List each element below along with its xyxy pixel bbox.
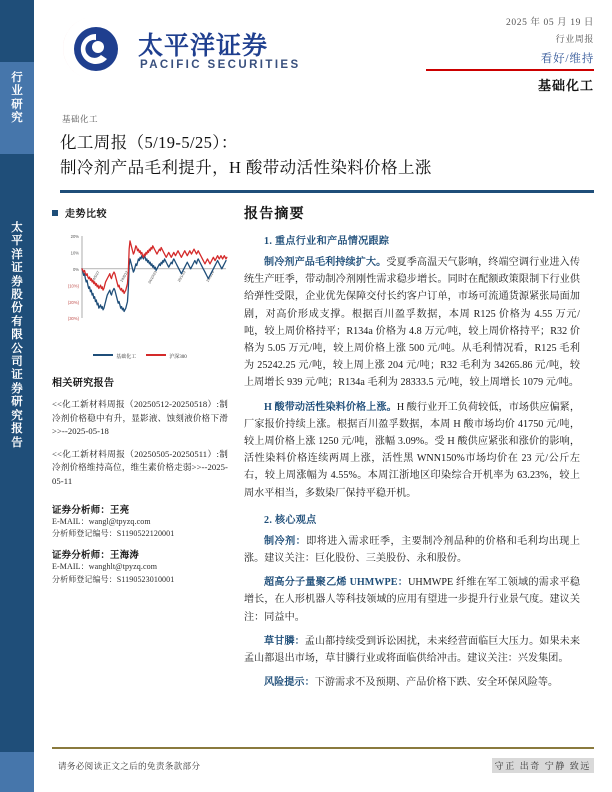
report-body <box>244 203 580 691</box>
svg-text:24/8/12: 24/8/12 <box>119 270 130 283</box>
view-refrigerant <box>244 533 580 567</box>
view-text: 孟山都持续受到诉讼困扰，未来经营面临巨大压力。如果未来孟山都退出市场，草甘膦行业或将面临供给冲击。建议关注：兴发集团。 <box>244 635 580 665</box>
chart-section-title: 走势比较 <box>65 209 107 220</box>
paragraph-lead: 制冷剂产品毛利持续扩大。 <box>264 257 387 268</box>
left-column <box>52 205 228 586</box>
page-title-line1: 化工周报（5/19-5/25）： <box>60 133 238 152</box>
logo-text-en: PACIFIC SECURITIES <box>140 59 301 71</box>
risk-text: 下游需求不及预期、产品价格下跌、安全环保风险等。 <box>314 677 559 689</box>
related-report-item[interactable]: <<化工新材料周报（20250505-20250511）:制冷剂价格维持高位，维生素价格走弱>>--2025-05-11 <box>52 448 228 486</box>
paragraph-refrigerant <box>244 254 580 392</box>
trend-comparison-chart <box>52 226 228 351</box>
svg-text:10%: 10% <box>70 250 79 256</box>
section-2-heading: 2. 核心观点 <box>264 514 317 526</box>
section-1-heading: 1. 重点行业和产品情况跟踪 <box>264 236 390 247</box>
view-glyphosate <box>244 633 580 667</box>
svg-text:24/10/23: 24/10/23 <box>147 270 158 285</box>
svg-text:(20%): (20%) <box>67 299 79 305</box>
view-lead: 草甘膦： <box>264 635 305 647</box>
sidebar-label-company: 太 平 洋 证 券 股 份 有 限 公 司 证 券 研 究 报 告 <box>11 222 23 449</box>
view-lead: 超高分子量聚乙烯 UHMWPE： <box>264 577 409 589</box>
company-logo <box>60 14 301 86</box>
analyst-license: 分析师登记编号：S1190522120001 <box>52 528 175 538</box>
logo-text-cn: 太平洋证券 <box>138 32 269 60</box>
header-divider <box>426 69 594 71</box>
square-bullet-icon <box>52 210 58 216</box>
view-text: UHMWPE 纤维在军工领域的需求平稳增长，在人形机器人等科技领域的应用有望进一步提升行业景气度。建议关注：同益中。 <box>244 577 580 623</box>
analyst-email[interactable]: E-MAIL：wangl@tpyzq.com <box>52 516 151 526</box>
trend-chart-svg <box>52 226 228 344</box>
analyst-license: 分析师登记编号：S1190523010001 <box>52 574 175 584</box>
risk-lead: 风险提示： <box>264 677 315 689</box>
risk-warning <box>244 674 580 691</box>
industry-name: 基础化工 <box>537 78 594 93</box>
svg-text:(30%): (30%) <box>67 316 79 322</box>
footer-disclaimer: 请务必阅读正文之后的免责条款部分 <box>58 761 201 771</box>
paragraph-text: 受夏季高温天气影响，终端空调行业进入传统生产旺季，带动制冷剂刚性需求稳步增长。同时在配额政策限制下行业供给弹性受限，企业优先保障交付长约客户订单，市场可流通货源紧张局面加剧，对高价形成支撑。根据百川盈孚数据，本周 R125 价格为 4.55 万元/吨，较上周价格持平；R134a 价格为 4.8 万元/吨，较上周价格持平；R32 价格为 5.05 万元/吨，较上周价格上涨 500 元/吨。从毛利情况看，R125 毛利为 25242.25 元/吨，较上周上涨 204 元/吨；R32 毛利为 34265.86 元/吨，较上周增长 939 元/吨；R134a 毛利为 28333.5 元/吨，较上周增长 1079 元/吨。 <box>244 257 580 389</box>
svg-text:(10%): (10%) <box>67 283 79 289</box>
svg-text:0%: 0% <box>72 267 79 272</box>
chart-section-header <box>52 205 228 220</box>
related-reports-title: 相关研究报告 <box>52 378 115 389</box>
paragraph-h-acid <box>244 399 580 502</box>
sub-industry-label: 基础化工 <box>62 114 99 124</box>
header-meta <box>394 14 594 94</box>
sidebar-rail-bottom-block <box>0 752 34 792</box>
page-title <box>60 130 560 180</box>
svg-text:20%: 20% <box>70 234 79 240</box>
svg-text:24/5/27: 24/5/27 <box>91 270 101 283</box>
analyst-name: 证券分析师：王亮 <box>52 505 130 516</box>
svg-text:25/1/13: 25/1/13 <box>176 270 187 283</box>
footer-divider <box>52 747 594 749</box>
rating-badge: 看好/维持 <box>540 53 594 65</box>
chart-legend <box>52 353 228 360</box>
view-lead: 制冷剂： <box>264 535 307 547</box>
page-title-line2: 制冷剂产品毛利提升，H 酸带动活性染料价格上涨 <box>60 158 432 177</box>
analyst-email[interactable]: E-MAIL：wanghlt@tpyzq.com <box>52 562 158 572</box>
legend-label-1: 沪深300 <box>169 355 187 360</box>
footer-motto: 守正 出奇 宁静 致远 <box>492 758 594 773</box>
title-divider <box>60 190 594 193</box>
sidebar-label-industry-research: 行 业 研 究 <box>11 72 23 125</box>
report-date: 2025 年 05 月 19 日 <box>506 18 594 28</box>
svg-text:25/3/26: 25/3/26 <box>205 270 216 283</box>
pacific-securities-logo-icon <box>60 14 128 84</box>
paragraph-lead: H 酸带动活性染料价格上涨。 <box>264 401 397 413</box>
related-report-item[interactable]: <<化工新材料周报（20250512-20250518）:制冷剂价格稳中有升，显影液、蚀刻液价格下滑>>--2025-05-18 <box>52 399 228 437</box>
paragraph-text: H 酸行业开工负荷较低，市场供应偏紧，厂家报价持续上涨。根据百川盈孚数据，本周 H 酸市场均价 41750 元/吨，较上周价格上涨 1250 元/吨，涨幅 3.09%。受 H 酸供应紧张和涨价的影响，活性染料价格连续两周上涨，活性黑 WNN150%市场均价在 23 元/公斤左右，较上周涨幅为 4.55%。本周江浙地区印染综合开机率为 63.23%，较上周水平相当，多数染厂保持平稳开机。 <box>244 401 580 499</box>
legend-label-0: 基础化工 <box>116 355 137 360</box>
view-uhmwpe <box>244 574 580 626</box>
report-type: 行业周报 <box>555 34 594 44</box>
legend-item-1 <box>146 353 187 360</box>
analyst-block <box>52 502 228 587</box>
summary-title: 报告摘要 <box>244 207 305 222</box>
legend-item-0 <box>93 353 136 360</box>
analyst-name: 证券分析师：王海涛 <box>52 551 140 562</box>
view-text: 即将进入需求旺季，主要制冷剂品种的价格和毛利均出现上涨。建议关注：巨化股份、三美股份、永和股份。 <box>244 535 580 565</box>
